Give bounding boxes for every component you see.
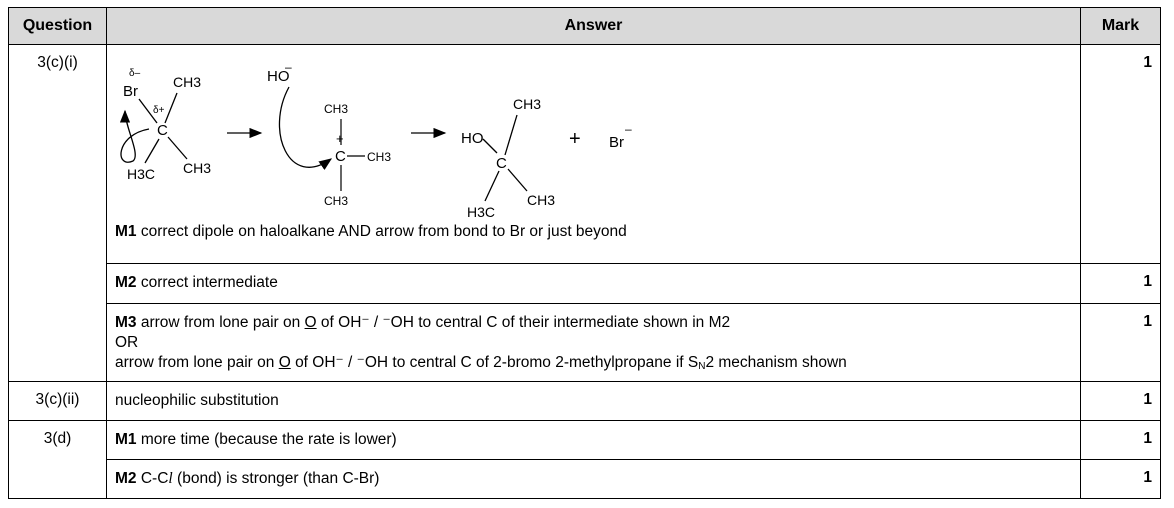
criterion-text: of OH⁻ / ⁻OH to central C of their intermediate shown in M2: [320, 314, 731, 331]
curly-arrow-icon: [279, 87, 331, 167]
or-text: OR: [115, 334, 139, 351]
header-question: Question: [9, 8, 107, 45]
mark-value: 1: [1081, 421, 1161, 460]
mark-value: 1: [1081, 382, 1161, 421]
criterion-text: arrow from lone pair on: [140, 314, 301, 331]
header-answer: Answer: [107, 8, 1081, 45]
plus-sign: +: [569, 128, 581, 150]
methyl-label: CH3: [324, 102, 349, 116]
m3-alt-line: [115, 353, 1072, 377]
m-label: M2: [115, 274, 137, 291]
delta-plus-label: δ+: [153, 105, 165, 116]
question-3d: 3(d): [9, 421, 107, 499]
mechanism-diagram: [115, 51, 715, 223]
methyl-label: CH3: [173, 74, 202, 90]
carbocation-carbon: C: [335, 148, 346, 165]
mark-value: 1: [1081, 45, 1161, 264]
methyl-label: CH3: [367, 150, 392, 164]
criterion-text: correct dipole on haloalkane AND arrow from bond to Br or just beyond: [140, 223, 627, 240]
hydroxyl-label: HO: [461, 130, 484, 147]
minus-charge: –: [285, 60, 292, 74]
methyl-label: CH3: [513, 96, 542, 112]
criterion-text: more time (because the rate is lower): [140, 431, 397, 448]
question-3cii: 3(c)(ii): [9, 382, 107, 421]
methyl-label: CH3: [527, 192, 556, 208]
mark-value: 1: [1081, 264, 1161, 304]
criterion-text: C-C: [140, 470, 169, 487]
minus-charge: –: [625, 122, 632, 136]
criterion-text: correct intermediate: [140, 274, 278, 291]
methyl-label: CH3: [183, 160, 212, 176]
central-carbon: C: [157, 122, 168, 139]
positive-charge: +: [336, 131, 344, 146]
criterion-text: nucleophilic substitution: [107, 382, 1081, 421]
answer-cell: [107, 264, 1081, 304]
m-label: M2: [115, 470, 137, 487]
m-label: M1: [115, 431, 137, 448]
criterion-text: 2 mechanism shown: [705, 354, 847, 371]
bromine-atom: Br: [123, 83, 138, 100]
criterion-text: (bond) is stronger (than C-Br): [172, 470, 380, 487]
table-row: [9, 460, 1161, 499]
mark-scheme-table: [8, 7, 1161, 499]
subscript-n: N: [698, 361, 706, 372]
question-3ci: 3(c)(i): [9, 45, 107, 382]
m3-line: [115, 313, 1072, 333]
table-row: [9, 304, 1161, 382]
chlorine-l: l: [168, 470, 173, 487]
table-row: [9, 264, 1161, 304]
criterion-text: arrow from lone pair on: [115, 354, 275, 371]
criterion-text: of OH⁻ / ⁻OH to central C of 2-bromo 2-methylpropane if S: [295, 354, 699, 371]
mark-value: 1: [1081, 460, 1161, 499]
mark-value: 1: [1081, 304, 1161, 382]
haloalkane-structure: [121, 68, 211, 182]
methyl-label: H3C: [467, 204, 496, 220]
header-mark: Mark: [1081, 8, 1161, 45]
product-carbon: C: [496, 155, 507, 172]
delta-minus-label: δ–: [129, 68, 141, 79]
answer-cell: [107, 421, 1081, 460]
m-label: M3: [115, 314, 137, 331]
bromide-ion: Br: [609, 134, 624, 151]
table-row: [9, 421, 1161, 460]
table-row: [9, 382, 1161, 421]
hydroxide-label: HO: [267, 68, 290, 85]
answer-cell: [107, 304, 1081, 382]
m1-criterion: [115, 222, 1072, 242]
alcohol-product: [461, 96, 555, 220]
answer-cell: [107, 460, 1081, 499]
methyl-label: H3C: [127, 166, 156, 182]
oxygen-underlined: O: [304, 314, 317, 331]
methyl-label: CH3: [324, 194, 349, 208]
answer-cell: [107, 45, 1081, 264]
table-row: [9, 45, 1161, 264]
carbocation-intermediate: [267, 60, 391, 208]
oxygen-underlined: O: [278, 354, 291, 371]
curly-arrow-icon: [121, 111, 149, 162]
header-row: [9, 8, 1161, 45]
m-label: M1: [115, 223, 137, 240]
